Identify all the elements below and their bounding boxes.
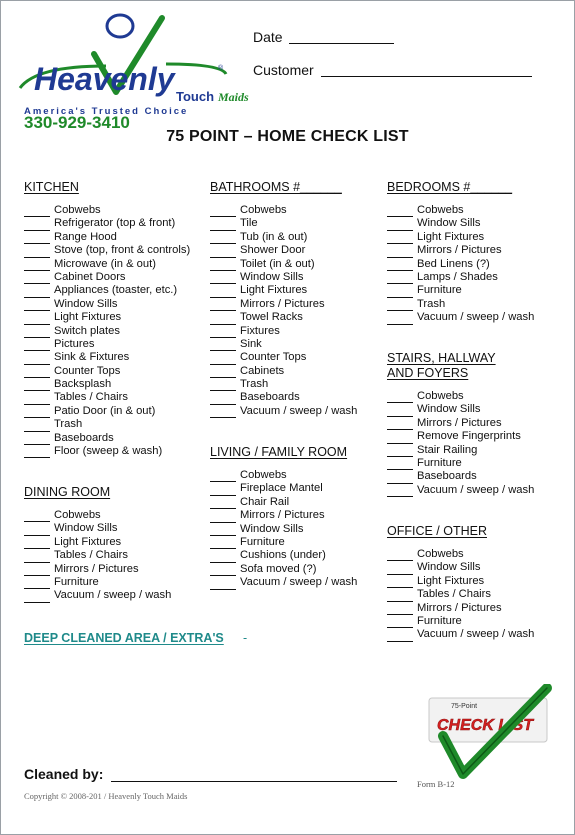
checkbox-blank[interactable] xyxy=(387,221,413,231)
badge-main-text: CHECK LIST xyxy=(437,717,533,734)
checkbox-blank[interactable] xyxy=(210,566,236,576)
checkbox-blank[interactable] xyxy=(387,578,413,588)
checkbox-blank[interactable] xyxy=(210,486,236,496)
checkbox-blank[interactable] xyxy=(24,315,50,325)
checkbox-blank[interactable] xyxy=(24,422,50,432)
checklist-item xyxy=(210,549,357,562)
checklist-item xyxy=(210,496,357,509)
checklist-item xyxy=(387,217,534,230)
checklist-item xyxy=(387,444,534,457)
checklist-item xyxy=(24,338,190,351)
checklist-item-label: Switch plates xyxy=(54,324,120,337)
checklist-item xyxy=(387,231,534,244)
checklist-item-label: Cabinets xyxy=(240,364,285,377)
checklist-item-label: Microwave (in & out) xyxy=(54,257,156,270)
checkbox-blank[interactable] xyxy=(210,553,236,563)
checkbox-blank[interactable] xyxy=(387,407,413,417)
checklist-item xyxy=(24,418,190,431)
checklist-item xyxy=(24,325,190,338)
checklist-item-label: Tables / Chairs xyxy=(417,588,491,601)
section-heading: BATHROOMS #______ xyxy=(210,180,342,194)
checklist-item xyxy=(24,271,190,284)
checkbox-blank[interactable] xyxy=(387,207,413,217)
checklist-item-label: Cushions (under) xyxy=(240,549,326,562)
checklist-item-label: Remove Fingerprints xyxy=(417,430,521,443)
checklist-item-label: Vacuum / sweep / wash xyxy=(417,483,535,496)
checklist-item xyxy=(387,417,534,430)
checklist-item-label: Vacuum / sweep / wash xyxy=(417,628,535,641)
checkbox-blank[interactable] xyxy=(210,539,236,549)
checkbox-blank[interactable] xyxy=(24,261,50,271)
checkbox-blank[interactable] xyxy=(24,341,50,351)
checkbox-blank[interactable] xyxy=(24,512,50,522)
checklist-item-label: Patio Door (in & out) xyxy=(54,404,156,417)
checklist-item xyxy=(387,258,534,271)
checklist-item xyxy=(387,390,534,403)
checklist-item xyxy=(24,563,171,576)
checklist-item-label: Furniture xyxy=(417,614,462,627)
section-stairs-hallway-foyers xyxy=(387,351,534,497)
checklist-item-label: Mirrors / Pictures xyxy=(54,562,139,575)
checklist-item-label: Cobwebs xyxy=(54,508,101,521)
checklist-item xyxy=(210,378,357,391)
checkbox-blank[interactable] xyxy=(210,301,236,311)
checklist-item-label: Vacuum / sweep / wash xyxy=(240,576,358,589)
checklist-item-label: Pictures xyxy=(54,337,95,350)
checkbox-blank[interactable] xyxy=(210,274,236,284)
checklist-item-label: Furniture xyxy=(417,456,462,469)
section-dining-room xyxy=(24,485,171,603)
checklist-item xyxy=(210,204,357,217)
checklist-item xyxy=(387,575,534,588)
checkbox-blank[interactable] xyxy=(24,381,50,391)
checklist-item xyxy=(387,457,534,470)
cleaned-by-label: Cleaned by: xyxy=(24,766,104,782)
checklist-item xyxy=(24,351,190,364)
checkbox-blank[interactable] xyxy=(210,526,236,536)
checkbox-blank[interactable] xyxy=(24,368,50,378)
checklist-item xyxy=(387,602,534,615)
checkbox-blank[interactable] xyxy=(387,315,413,325)
checklist-item-label: Light Fixtures xyxy=(417,574,485,587)
checkbox-blank[interactable] xyxy=(210,261,236,271)
checkbox-blank[interactable] xyxy=(24,526,50,536)
section-heading: OFFICE / OTHER xyxy=(387,524,487,538)
checklist-item-label: Light Fixtures xyxy=(54,311,122,324)
date-label: Date xyxy=(253,29,283,45)
checkbox-blank[interactable] xyxy=(210,381,236,391)
checkbox-blank[interactable] xyxy=(387,447,413,457)
checklist-item-label: Tile xyxy=(240,217,258,230)
checklist-item xyxy=(387,204,534,217)
checklist-item xyxy=(387,244,534,257)
checkbox-blank[interactable] xyxy=(387,434,413,444)
checklist-item xyxy=(24,445,190,458)
checkbox-blank[interactable] xyxy=(210,513,236,523)
checkbox-blank[interactable] xyxy=(210,221,236,231)
checklist-item xyxy=(210,311,357,324)
checklist-item-label: Range Hood xyxy=(54,230,117,243)
checklist-item xyxy=(210,271,357,284)
checklist-item xyxy=(24,405,190,418)
logo-registered: ® xyxy=(218,65,224,72)
checklist-item xyxy=(24,258,190,271)
checklist-item xyxy=(210,258,357,271)
section-office-other xyxy=(387,524,534,642)
checklist-item-label: Mirrors / Pictures xyxy=(417,601,502,614)
checklist-item-label: Vacuum / sweep / wash xyxy=(240,404,358,417)
checklist-item-label: Window Sills xyxy=(54,522,118,535)
checkbox-blank[interactable] xyxy=(24,593,50,603)
checklist-item-label: Towel Racks xyxy=(240,311,303,324)
checkbox-blank[interactable] xyxy=(210,368,236,378)
checklist-item xyxy=(24,432,190,445)
checkbox-blank[interactable] xyxy=(24,301,50,311)
logo-wordmark: Heavenly xyxy=(34,61,175,97)
checklist-item-label: Window Sills xyxy=(54,297,118,310)
logo-maids: Maids xyxy=(218,90,249,104)
checkbox-blank[interactable] xyxy=(387,605,413,615)
checklist-item-label: Counter Tops xyxy=(240,351,307,364)
checkbox-blank[interactable] xyxy=(210,248,236,258)
checklist-item xyxy=(210,576,357,589)
checkbox-blank[interactable] xyxy=(24,355,50,365)
checklist-item-label: Window Sills xyxy=(417,217,481,230)
checklist-item-label: Sink xyxy=(240,337,262,350)
checkbox-blank[interactable] xyxy=(210,472,236,482)
checklist-item xyxy=(24,391,190,404)
checklist-item xyxy=(387,311,534,324)
checkbox-blank[interactable] xyxy=(387,565,413,575)
section-heading: LIVING / FAMILY ROOM xyxy=(210,445,348,459)
checkbox-blank[interactable] xyxy=(387,487,413,497)
checklist-item-label: Refrigerator (top & front) xyxy=(54,217,176,230)
checklist-item-label: Trash xyxy=(54,418,83,431)
checklist-item-label: Mirrors / Pictures xyxy=(417,416,502,429)
checklist-item xyxy=(387,403,534,416)
date-field[interactable] xyxy=(289,43,394,44)
checklist-item xyxy=(387,430,534,443)
checkbox-blank[interactable] xyxy=(24,395,50,405)
checklist-item-label: Window Sills xyxy=(417,561,481,574)
checklist-item xyxy=(210,391,357,404)
deep-cleaned-dash: - xyxy=(243,631,248,645)
checkbox-blank[interactable] xyxy=(210,341,236,351)
checklist-item xyxy=(210,351,357,364)
checkbox-blank[interactable] xyxy=(24,408,50,418)
checklist-item-label: Toilet (in & out) xyxy=(240,257,315,270)
checklist-item-label: Stair Railing xyxy=(417,443,478,456)
checklist-item xyxy=(24,244,190,257)
checklist-item-label: Window Sills xyxy=(417,403,481,416)
checkbox-blank[interactable] xyxy=(24,274,50,284)
checkbox-blank[interactable] xyxy=(387,261,413,271)
checklist-item xyxy=(24,284,190,297)
checkbox-blank[interactable] xyxy=(387,274,413,284)
checklist-item-label: Window Sills xyxy=(240,522,304,535)
checklist-item-label: Vacuum / sweep / wash xyxy=(417,311,535,324)
checklist-item xyxy=(210,509,357,522)
section-bedrooms xyxy=(387,180,534,325)
checklist-item xyxy=(210,325,357,338)
section-heading: DINING ROOM xyxy=(24,485,111,499)
checklist-item xyxy=(24,311,190,324)
checklist-item xyxy=(210,405,357,418)
checklist-item-label: Fireplace Mantel xyxy=(240,482,323,495)
checklist-item xyxy=(387,628,534,641)
checkbox-blank[interactable] xyxy=(24,566,50,576)
checklist-item xyxy=(24,365,190,378)
checklist-item xyxy=(210,338,357,351)
checkbox-blank[interactable] xyxy=(24,328,50,338)
checklist-item-label: Tables / Chairs xyxy=(54,549,128,562)
checklist-item xyxy=(210,469,357,482)
checklist-item-label: Light Fixtures xyxy=(54,535,122,548)
checklist-item-label: Floor (sweep & wash) xyxy=(54,445,163,458)
checklist-item-label: Baseboards xyxy=(417,470,477,483)
checklist-item xyxy=(387,588,534,601)
checklist-item-label: Mirrors / Pictures xyxy=(240,297,325,310)
section-kitchen xyxy=(24,180,190,458)
checklist-item xyxy=(24,204,190,217)
checklist-item-label: Light Fixtures xyxy=(417,230,485,243)
section-living-family-room xyxy=(210,445,357,590)
section-heading: KITCHEN xyxy=(24,180,79,194)
checklist-item-label: Sofa moved (?) xyxy=(240,562,317,575)
logo-tagline: America's Trusted Choice xyxy=(24,106,189,117)
checklist-item-label: Cobwebs xyxy=(54,203,101,216)
badge-top-text: 75-Point xyxy=(451,703,478,710)
checkbox-blank[interactable] xyxy=(24,288,50,298)
checklist-item xyxy=(24,298,190,311)
checkbox-blank[interactable] xyxy=(387,288,413,298)
copyright: Copyright © 2008-201 / Heavenly Touch Maids xyxy=(24,791,188,801)
checklist-item xyxy=(387,271,534,284)
checklist-item xyxy=(210,365,357,378)
checklist-item xyxy=(210,298,357,311)
section-heading-line1: STAIRS, HALLWAY xyxy=(387,351,496,365)
customer-field[interactable] xyxy=(321,76,532,77)
checkbox-blank[interactable] xyxy=(210,580,236,590)
customer-label: Customer xyxy=(253,62,314,78)
checklist-item xyxy=(387,548,534,561)
checklist-item xyxy=(24,231,190,244)
checkbox-blank[interactable] xyxy=(24,579,50,589)
checkbox-blank[interactable] xyxy=(24,221,50,231)
section-bathrooms xyxy=(210,180,357,418)
checklist-item xyxy=(24,536,171,549)
checklist-item xyxy=(210,217,357,230)
checkbox-blank[interactable] xyxy=(210,288,236,298)
section-heading: BEDROOMS #______ xyxy=(387,180,513,194)
checklist-item-label: Vacuum / sweep / wash xyxy=(54,589,172,602)
checkbox-blank[interactable] xyxy=(387,618,413,628)
checkbox-blank[interactable] xyxy=(210,408,236,418)
checkbox-blank[interactable] xyxy=(387,632,413,642)
checkbox-blank[interactable] xyxy=(210,355,236,365)
checklist-item-label: Furniture xyxy=(54,575,99,588)
checkbox-blank[interactable] xyxy=(210,395,236,405)
checklist-item xyxy=(387,298,534,311)
checklist-item-label: Chair Rail xyxy=(240,495,290,508)
checklist-item-label: Cabinet Doors xyxy=(54,270,126,283)
checklist-item xyxy=(210,482,357,495)
checkbox-blank[interactable] xyxy=(24,234,50,244)
checklist-item-label: Tub (in & out) xyxy=(240,230,308,243)
checklist-item-label: Furniture xyxy=(417,284,462,297)
checklist-item-label: Bed Linens (?) xyxy=(417,257,490,270)
checklist-item-label: Window Sills xyxy=(240,270,304,283)
checkbox-blank[interactable] xyxy=(24,448,50,458)
checklist-item-label: Mirrors / Pictures xyxy=(417,244,502,257)
checkbox-blank[interactable] xyxy=(387,551,413,561)
checklist-item-label: Trash xyxy=(417,297,446,310)
checklist-item xyxy=(387,484,534,497)
checklist-item-label: Cobwebs xyxy=(240,203,287,216)
checkbox-blank[interactable] xyxy=(210,234,236,244)
checkbox-blank[interactable] xyxy=(387,474,413,484)
page-title: 75 POINT – HOME CHECK LIST xyxy=(166,128,409,145)
checklist-item-label: Sink & Fixtures xyxy=(54,351,130,364)
checklist-item xyxy=(387,284,534,297)
checklist-item-label: Backsplash xyxy=(54,378,112,391)
checkbox-blank[interactable] xyxy=(210,499,236,509)
checklist-item-label: Cobwebs xyxy=(417,389,464,402)
checklist-item xyxy=(210,536,357,549)
checkbox-blank[interactable] xyxy=(24,207,50,217)
deep-cleaned-heading: DEEP CLEANED AREA / EXTRA'S xyxy=(24,631,224,645)
checklist-item-label: Tables / Chairs xyxy=(54,391,128,404)
checklist-item-label: Cobwebs xyxy=(417,203,464,216)
logo-touch: Touch xyxy=(176,89,215,104)
checklist-item-label: Fixtures xyxy=(240,324,280,337)
checkbox-blank[interactable] xyxy=(387,420,413,430)
form-number: Form B-12 xyxy=(417,779,455,789)
checkbox-blank[interactable] xyxy=(387,592,413,602)
checklist-item-label: Cobwebs xyxy=(240,468,287,481)
checklist-item-label: Shower Door xyxy=(240,244,306,257)
phone-number: 330-929-3410 xyxy=(24,113,130,132)
checklist-item-label: Light Fixtures xyxy=(240,284,308,297)
checklist-item xyxy=(210,244,357,257)
checklist-badge xyxy=(425,684,555,784)
checklist-item-label: Cobwebs xyxy=(417,547,464,560)
checklist-item xyxy=(210,523,357,536)
checkbox-blank[interactable] xyxy=(387,393,413,403)
cleaned-by-field[interactable] xyxy=(111,781,397,782)
checklist-item xyxy=(24,522,171,535)
checklist-item-label: Furniture xyxy=(240,535,285,548)
checkbox-blank[interactable] xyxy=(210,328,236,338)
checkbox-blank[interactable] xyxy=(24,553,50,563)
checklist-item-label: Baseboards xyxy=(240,391,300,404)
checklist-item-label: Counter Tops xyxy=(54,364,121,377)
checkbox-blank[interactable] xyxy=(24,539,50,549)
checklist-item-label: Trash xyxy=(240,378,269,391)
checklist-item xyxy=(387,615,534,628)
checklist-item-label: Baseboards xyxy=(54,431,114,444)
checklist-item xyxy=(210,231,357,244)
checklist-item-label: Stove (top, front & controls) xyxy=(54,244,191,257)
checklist-item xyxy=(24,549,171,562)
checklist-item xyxy=(24,217,190,230)
checkbox-blank[interactable] xyxy=(387,460,413,470)
checklist-item xyxy=(24,576,171,589)
checkbox-blank[interactable] xyxy=(387,234,413,244)
checklist-item xyxy=(24,509,171,522)
checkbox-blank[interactable] xyxy=(24,435,50,445)
section-heading-line2: AND FOYERS xyxy=(387,366,469,380)
checkbox-blank[interactable] xyxy=(210,207,236,217)
checklist-item xyxy=(24,378,190,391)
checklist-item xyxy=(210,563,357,576)
checklist-item-label: Lamps / Shades xyxy=(417,270,498,283)
checklist-item xyxy=(387,470,534,483)
checklist-item-label: Appliances (toaster, etc.) xyxy=(54,284,178,297)
checkbox-blank[interactable] xyxy=(387,248,413,258)
checkbox-blank[interactable] xyxy=(210,315,236,325)
checklist-item-label: Mirrors / Pictures xyxy=(240,509,325,522)
checkbox-blank[interactable] xyxy=(387,301,413,311)
checklist-item xyxy=(24,589,171,602)
checklist-item xyxy=(210,284,357,297)
checkbox-blank[interactable] xyxy=(24,248,50,258)
checklist-item xyxy=(387,561,534,574)
